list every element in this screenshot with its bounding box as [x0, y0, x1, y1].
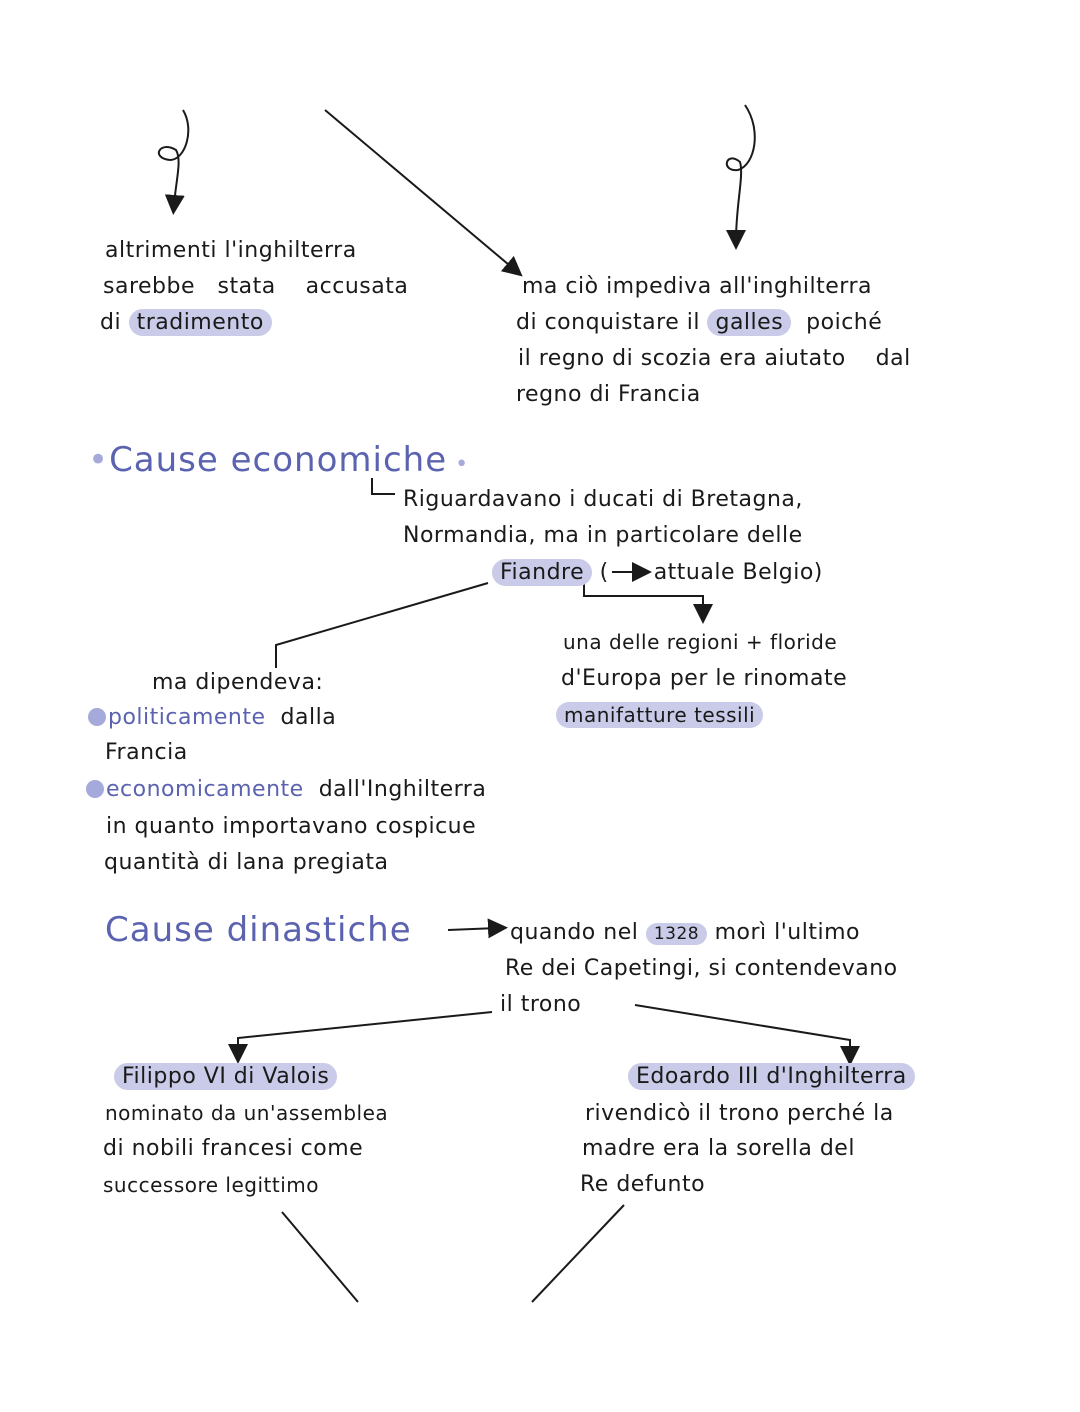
bullet-dot: [86, 780, 104, 798]
text-altrimenti: altrimenti l'inghilterra: [105, 238, 357, 263]
curly-arrow-right: [727, 105, 755, 240]
text-ma-cio: ma ciò impediva all'inghilterra: [522, 274, 872, 299]
text-madre: madre era la sorella del: [582, 1136, 855, 1161]
text-quando: quando nel 1328 morì l'ultimo: [510, 920, 860, 945]
highlight-edoardo: Edoardo III d'Inghilterra: [628, 1063, 915, 1090]
highlight-tradimento: tradimento: [129, 309, 272, 336]
text-normandia: Normandia, ma in particolare delle: [403, 523, 803, 548]
branch-edoardo: [635, 1005, 850, 1056]
dynastic-arrow: [448, 928, 498, 930]
text-fiandre: Fiandre ( attuale Belgio): [492, 560, 823, 585]
highlight-filippo: Filippo VI di Valois: [114, 1063, 337, 1090]
heading-dinastiche: Cause dinastiche: [105, 910, 412, 950]
text-defunto: Re defunto: [580, 1172, 706, 1197]
text-francia: Francia: [105, 740, 188, 765]
highlight-galles: galles: [707, 309, 791, 336]
text-scozia: il regno di scozia era aiutato dal: [518, 346, 911, 371]
text-filippo: [114, 1064, 337, 1089]
text-rivendico: rivendicò il trono perché la: [585, 1101, 894, 1126]
text-edoardo: [628, 1064, 915, 1089]
text-francia-regno: regno di Francia: [516, 382, 701, 407]
curly-arrow-left: [159, 110, 188, 205]
highlight-year: 1328: [646, 923, 707, 945]
highlight-manifatture: manifatture tessili: [556, 702, 763, 728]
text-sarebbe: sarebbe stata accusata: [103, 274, 409, 299]
text-economicamente: economicamente dall'Inghilterra: [86, 777, 486, 802]
text-europa: d'Europa per le rinomate: [561, 666, 848, 691]
text-nominato: nominato da un'assemblea: [105, 1101, 389, 1125]
text-manifatture: [556, 703, 763, 727]
fiandre-left-line: [276, 583, 488, 668]
text-regioni: una delle regioni + floride: [563, 630, 838, 654]
text-importavano: in quanto importavano cospicue: [106, 814, 477, 839]
branch-filippo: [238, 1012, 492, 1054]
highlight-fiandre: Fiandre: [492, 559, 592, 586]
bullet-dot: [88, 708, 106, 726]
text-riguardavano: Riguardavano i ducati di Bretagna,: [403, 487, 803, 512]
bottom-line-left: [282, 1212, 358, 1302]
text-nobili: di nobili francesi come: [103, 1136, 364, 1161]
fiandre-down-arrow: [584, 580, 703, 614]
text-successore: successore legittimo: [103, 1173, 319, 1197]
bottom-line-right: [532, 1205, 624, 1302]
text-capetingi: Re dei Capetingi, si contendevano: [505, 956, 898, 981]
text-trono: il trono: [500, 992, 582, 1017]
text-politicamente: politicamente dalla: [88, 705, 336, 730]
text-lana: quantità di lana pregiata: [104, 850, 389, 875]
heading-economiche: •Cause economiche •: [88, 440, 470, 480]
text-galles-line: di conquistare il galles poiché: [516, 310, 883, 335]
text-dipendeva: ma dipendeva:: [152, 670, 324, 695]
hook-arrow: [372, 478, 395, 494]
text-tradimento: di tradimento: [100, 310, 272, 335]
